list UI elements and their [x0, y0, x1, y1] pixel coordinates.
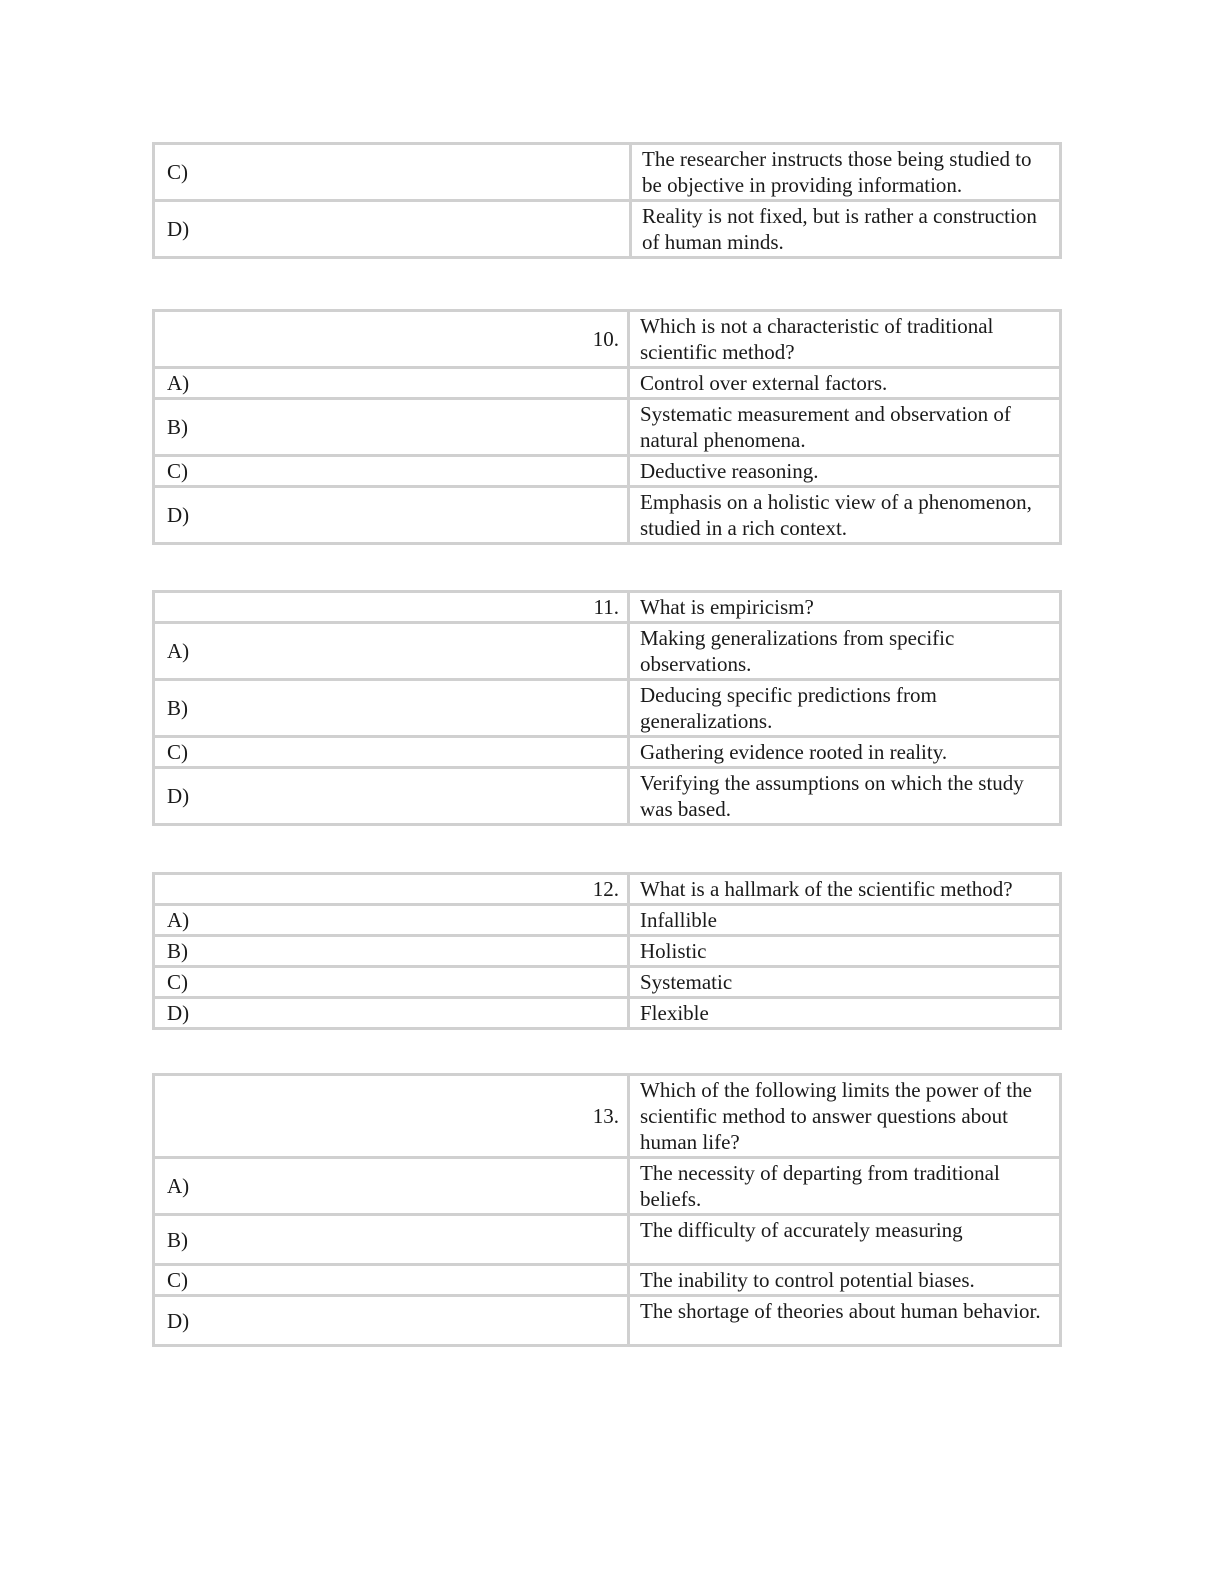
- option-text: The inability to control potential biases.: [629, 1265, 1061, 1296]
- option-text: Systematic measurement and observation of natural phenomena.: [629, 399, 1061, 456]
- question-number: 13.: [154, 1075, 629, 1158]
- option-text: Reality is not fixed, but is rather a construction of human minds.: [631, 201, 1061, 258]
- option-row: [154, 144, 1061, 201]
- option-row: [154, 967, 1061, 998]
- option-row: [154, 680, 1061, 737]
- option-label: A): [154, 1158, 629, 1215]
- option-text: The difficulty of accurately measuring: [629, 1215, 1061, 1265]
- option-label: C): [154, 144, 631, 201]
- option-row: [154, 456, 1061, 487]
- question-number: 11.: [154, 592, 629, 623]
- option-row: [154, 201, 1061, 258]
- option-row: [154, 623, 1061, 680]
- option-label: D): [154, 1296, 629, 1346]
- option-label: B): [154, 399, 629, 456]
- option-label: A): [154, 368, 629, 399]
- option-label: D): [154, 768, 629, 825]
- question-block-10: [152, 309, 1062, 545]
- question-prompt: What is a hallmark of the scientific method?: [629, 874, 1061, 905]
- option-label: D): [154, 201, 631, 258]
- question-block-13: [152, 1073, 1062, 1347]
- option-label: B): [154, 936, 629, 967]
- option-row: [154, 1158, 1061, 1215]
- question-block-11: [152, 590, 1062, 826]
- option-label: A): [154, 623, 629, 680]
- question-prompt: Which of the following limits the power of the scientific method to answer questions about human life?: [629, 1075, 1061, 1158]
- option-row: [154, 1265, 1061, 1296]
- question-row: [154, 1075, 1061, 1158]
- question-row: [154, 874, 1061, 905]
- option-label: A): [154, 905, 629, 936]
- option-text: Flexible: [629, 998, 1061, 1029]
- option-row: [154, 1296, 1061, 1346]
- question-row: [154, 592, 1061, 623]
- option-text: The researcher instructs those being studied to be objective in providing information.: [631, 144, 1061, 201]
- option-text: Deducing specific predictions from generalizations.: [629, 680, 1061, 737]
- question-block-9-continued: [152, 142, 1062, 259]
- option-label: C): [154, 967, 629, 998]
- question-block-12: [152, 872, 1062, 1030]
- option-row: [154, 768, 1061, 825]
- option-text: Gathering evidence rooted in reality.: [629, 737, 1061, 768]
- option-text: Control over external factors.: [629, 368, 1061, 399]
- option-row: [154, 905, 1061, 936]
- option-label: C): [154, 1265, 629, 1296]
- option-row: [154, 737, 1061, 768]
- option-text: Infallible: [629, 905, 1061, 936]
- option-text: Holistic: [629, 936, 1061, 967]
- option-row: [154, 399, 1061, 456]
- question-number: 12.: [154, 874, 629, 905]
- option-row: [154, 368, 1061, 399]
- option-row: [154, 487, 1061, 544]
- option-row: [154, 1215, 1061, 1265]
- option-label: D): [154, 487, 629, 544]
- question-row: [154, 311, 1061, 368]
- question-prompt: Which is not a characteristic of traditional scientific method?: [629, 311, 1061, 368]
- option-label: C): [154, 737, 629, 768]
- option-text: The shortage of theories about human behavior.: [629, 1296, 1061, 1346]
- option-label: C): [154, 456, 629, 487]
- option-label: B): [154, 680, 629, 737]
- option-text: Making generalizations from specific observations.: [629, 623, 1061, 680]
- option-label: D): [154, 998, 629, 1029]
- option-label: B): [154, 1215, 629, 1265]
- option-text: Emphasis on a holistic view of a phenomenon, studied in a rich context.: [629, 487, 1061, 544]
- question-prompt: What is empiricism?: [629, 592, 1061, 623]
- option-text: The necessity of departing from traditional beliefs.: [629, 1158, 1061, 1215]
- option-text: Verifying the assumptions on which the study was based.: [629, 768, 1061, 825]
- question-number: 10.: [154, 311, 629, 368]
- option-row: [154, 998, 1061, 1029]
- option-text: Deductive reasoning.: [629, 456, 1061, 487]
- option-text: Systematic: [629, 967, 1061, 998]
- option-row: [154, 936, 1061, 967]
